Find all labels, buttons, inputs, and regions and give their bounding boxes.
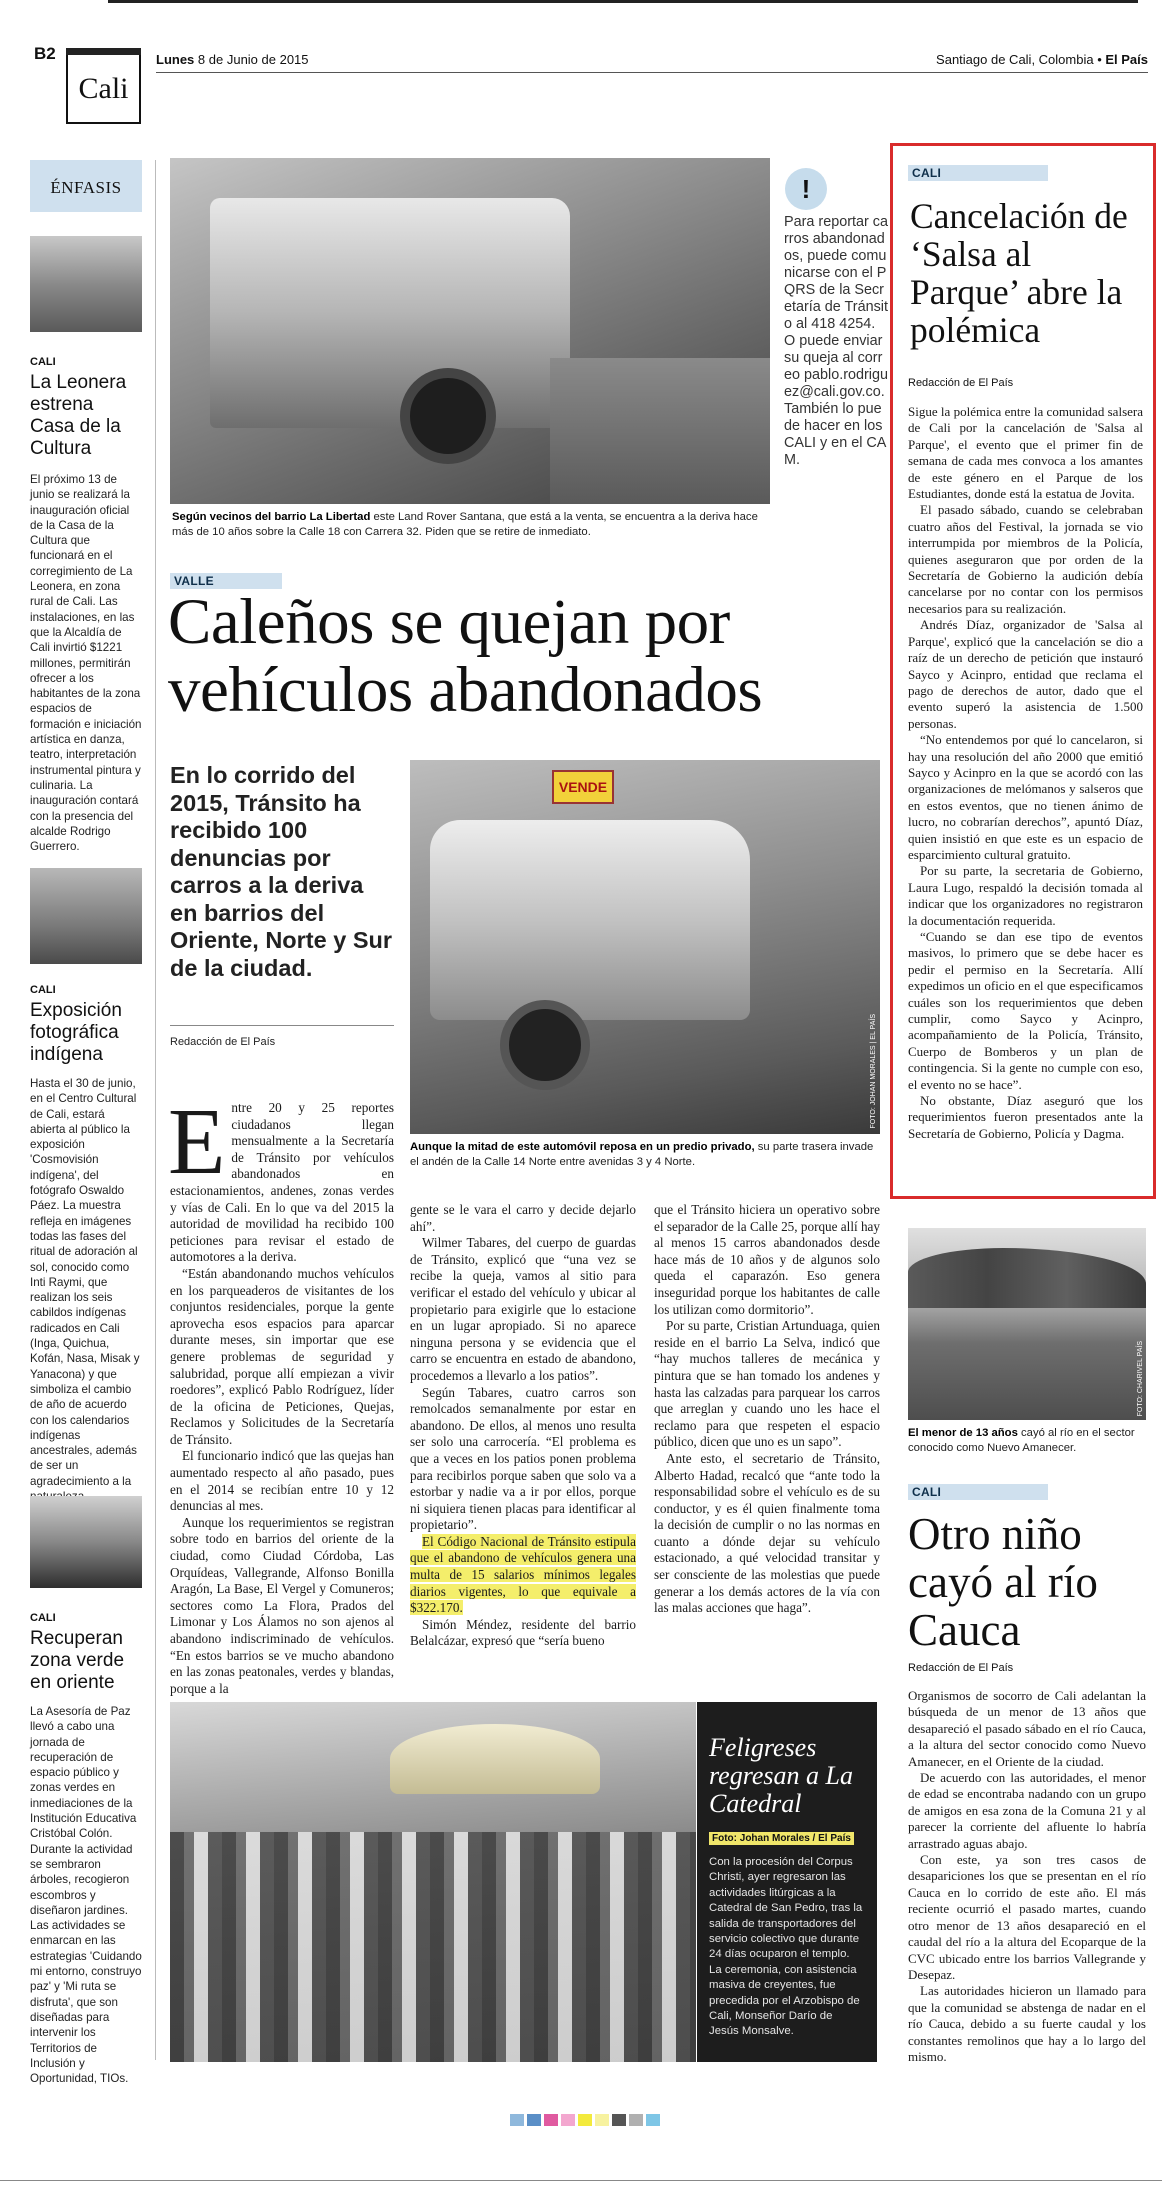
top-trim-line bbox=[108, 0, 1138, 3]
car-wheel-shape bbox=[500, 1000, 590, 1090]
trees-shape bbox=[908, 1248, 1146, 1308]
vende-sign bbox=[552, 770, 614, 804]
location-text: Santiago de Cali, Colombia • bbox=[936, 52, 1106, 67]
main-deck: En lo corrido del 2015, Tránsito ha recibido 100 denuncias por carros a la deriva en barrios del Oriente, Norte y Sur de la ciudad. bbox=[170, 762, 392, 981]
sidebar bbox=[30, 160, 142, 212]
vehicle-shape bbox=[210, 198, 570, 428]
sidebar-item-body: La Asesoría de Paz llevó a cabo una jornada de recuperación de espacio público y zonas verdes en inmediaciones de la Institución Educativa Cristóbal Colón. Durante la actividad se sembraron árboles, recogieron escombros y diseñaron jardines. Las actividades se enmarcan en las estrategias 'Cuidando mi entorno, construyo paz' y 'Mi ruta se disfruta', que son diseñadas para intervenir los Territorios de Inclusión y Oportunidad, TIOs. bbox=[30, 1705, 142, 2086]
canopy-shape bbox=[390, 1724, 600, 1794]
masthead-date bbox=[156, 52, 309, 67]
caption-bold: El menor de 13 años bbox=[908, 1427, 1018, 1439]
lead-paragraph: ntre 20 y 25 reportes ciudadanos llegan mensualmente a la Secretaría de Tránsito por vehículos abandonados en estacionamientos, andenes, zonas verdes y vías de Cali. En lo que va del 2015 la autoridad de movilidad ha recibido 100 peticiones para revisar el estado de automotores a la deriva. bbox=[170, 1100, 394, 1265]
feature-box bbox=[697, 1702, 877, 2062]
sidebar-item-body: El próximo 13 de junio se realizará la inauguración oficial de la Casa de la Cultura que funcionará en el corregimiento de La Leonera, en zona rural de Cali. Las instalaciones, en las que la Alcaldía de Cali invirtió $1221 millones, permitirán ofrecer a los habitantes de la zona espacios de formación e iniciación artística en danza, teatro, interpretación instrumental pintura y culinaria. La inauguración contará con la presencia del alcalde Rodrigo Guerrero. bbox=[30, 473, 142, 854]
sidebar-item-tag: CALI bbox=[30, 356, 56, 368]
body-paragraph: Con este, ya son tres casos de desapariciones los que se presentan en el río Cauca en lo corrido de este año. El más reciente ocurrió el pasado martes, cuando otro menor de 13 años desapareció en el caudal del río a la altura del Ecoparque de la CVC ubicado entre los barrios Vallegrande y Desepaz. bbox=[908, 1852, 1146, 1982]
color-swatch bbox=[629, 2114, 643, 2126]
body-paragraph: De acuerdo con las autoridades, el menor de edad se encontraba nadando con un grupo de amigos en esa zona de la Comuna 21 y al parecer la corriente del afluente lo habría arrastrado aguas abajo. bbox=[908, 1770, 1146, 1851]
body-paragraph: “Cuando se dan ese tipo de eventos masivos, lo primero que se debe hacer es pedir el permiso en la Secretaría. Allí expedimos un oficio en el que especificamos cuáles son los requerimientos que deben cumplir, como Sayco y Acinpro, acompañamiento de la Policía, Tránsito, Cuerpo de Bomberos y un plan de contingencia. Si la gente no cumple con eso, el evento no se hace”. bbox=[908, 929, 1143, 1092]
sidebar-item-body: Hasta el 30 de junio, en el Centro Cultural de Cali, estará abierta al público la exposición 'Cosmovisión indígena', del fotógrafo Oswaldo Páez. La muestra refleja en imágenes todas las fases del ritual de adoración al sol, conocido como Inti Raymi, que realizan los seis cabildos indígenas radicados en Cali (Inga, Quichua, Kofán, Nasa, Misak y Yanacona) y que simboliza el cambio de año de acuerdo con los calendarios indígenas ancestrales, además de ser un agradecimiento a la bbox=[30, 1077, 140, 1488]
color-swatch bbox=[578, 2114, 592, 2126]
feature-title: Feligreses regresan a La Catedral bbox=[709, 1733, 853, 1818]
sidebar-item-title: Recuperan zona verde en oriente bbox=[30, 1628, 125, 1693]
body-paragraph: El funcionario indicó que las quejas han aumentado respecto al año pasado, pues en el 2014 se recibían entre 10 y 12 denuncias al mes. bbox=[170, 1448, 394, 1514]
masthead-location bbox=[936, 52, 1148, 67]
caption-rest: su parte trasera invade el andén de la Calle 14 Norte entre avenidas 3 y 4 Norte. bbox=[410, 1141, 874, 1168]
caption-rest: cayó al río en el sector conocido como Nuevo Amanecer. bbox=[908, 1427, 1135, 1454]
body-paragraph: “No entendemos por qué lo cancelaron, si hay una resolución del año 2000 que emitió Sayco y Acinpro en la que se acordó con las organizaciones de melómanos y salseros que en estos eventos, que no tienen ánimo de lucro, no cobrarían derechos”, apuntó Díaz, quien insistió en que este es un espacio de esparcimiento cultural gratuito. bbox=[908, 732, 1143, 862]
info-box-text: Para reportar carros abandonados, puede comunicarse con el PQRS de la Secretaría de Tránsito al 418 4254. O puede enviar su queja al correo pablo.rodriguez@cali.gov.co. También lo puede hacer en los CALI y en el CAM. bbox=[784, 214, 889, 468]
bottom-rule bbox=[0, 2180, 1162, 2181]
sidebar-item-title: Exposición fotográfica indígena bbox=[30, 1000, 122, 1065]
sidebar-item-2 bbox=[30, 984, 142, 1504]
car-cover-shape bbox=[430, 820, 750, 1020]
sidebar-photo-3 bbox=[30, 1496, 142, 1588]
river-byline: Redacción de El País bbox=[908, 1662, 1014, 1674]
color-swatch bbox=[561, 2114, 575, 2126]
main-byline: Redacción de El País bbox=[170, 1036, 276, 1048]
caption-bold: Según vecinos del barrio La Libertad bbox=[172, 511, 371, 523]
right-headline: Cancelación de ‘Salsa al Parque’ abre la polémica bbox=[910, 196, 1128, 350]
main-body-col2 bbox=[410, 1202, 636, 1650]
second-photo-credit: FOTO: JOHAN MORALES | EL PAÍS bbox=[870, 1013, 877, 1128]
masthead-rule bbox=[156, 72, 1148, 73]
body-paragraph: Aunque los requerimientos se registran sobre todo en barrios del oriente de la ciudad, como Ciudad Córdoba, Las Orquídeas, Vallegrande, Alfonso Bonilla Aragón, La Base, El Vergel y Comuneros; sectores como La Flora, Prados del Limonar y Los Álamos no son ajenos al abandono indiscriminado de vehículos. “En estos barrios se ve mucho abandono en las zonas peatonales, verdes y blandas, porque a la bbox=[170, 1514, 394, 1696]
caption-rest: este Land Rover Santana, que está a la venta, se encuentra a la deriva hace más de 10 años sobre la Calle 18 con Carrera 32. Piden que se retire de inmediato. bbox=[172, 511, 758, 538]
section-name: Cali bbox=[78, 72, 129, 105]
river-photo-credit: FOTO: CHARIVEL PAÍS bbox=[1137, 1340, 1144, 1416]
sidebar-item-tag: CALI bbox=[30, 984, 56, 996]
drop-cap-lead bbox=[168, 1090, 394, 1266]
body-paragraph: Las autoridades hicieron un llamado para que la comunidad se abstenga de nadar en el río Cauca, debido a su fuerte caudal y los constantes remolinos que hay a lo largo del mismo. bbox=[908, 1983, 1146, 2064]
color-swatch bbox=[612, 2114, 626, 2126]
right-story bbox=[908, 162, 1143, 1142]
river-story bbox=[908, 1481, 1146, 2065]
body-paragraph: que el Tránsito hiciera un operativo sobre el separador de la Calle 25, porque allí hay al menos 15 carros abandonados desde hace más de 10 años y de algunos solo queda el caparazón. Eso genera inseguridad porque los habitantes de calle los utilizan como dormitorio”. bbox=[654, 1202, 880, 1317]
section-logo bbox=[66, 52, 141, 124]
main-body-col3 bbox=[654, 1202, 880, 1617]
color-swatch bbox=[527, 2114, 541, 2126]
street-shape bbox=[550, 358, 770, 504]
sidebar-photo-1 bbox=[30, 236, 142, 332]
date-day: Lunes bbox=[156, 52, 195, 67]
river-headline: Otro niño cayó al río Cauca bbox=[908, 1509, 1098, 1655]
body-paragraph: “Están abandonando muchos vehículos en los parqueaderos de visitantes de los conjuntos residenciales, porque la gente aprovecha esos espacios para aparcar durante meses, sin importar que ese genere problemas de seguridad y salubridad, porque allí empiezan a vivir roedores”, explicó Pablo Rodríguez, líder de la oficina de Peticiones, Quejas, Reclamos y Solicitudes de la Secretaría de Tránsito. bbox=[170, 1265, 394, 1447]
caption-bold: Aunque la mitad de este automóvil reposa en un predio privado, bbox=[410, 1141, 755, 1153]
feature-body: Con la procesión del Corpus Christi, ayer regresaron las actividades litúrgicas a la Catedral de San Pedro, tras la salida de transportadores del servicio colectivo que durante 24 días ocuparon el templo. La ceremonia, con asistencia masiva de creyentes, fue precedida por el Arzobispo de Cali, Monseñor Darío de Jesús Monsalve. bbox=[709, 1856, 863, 2038]
color-swatch bbox=[646, 2114, 660, 2126]
sidebar-divider bbox=[155, 160, 156, 2060]
color-bar bbox=[510, 2114, 660, 2126]
body-paragraph: Por su parte, la secretaria de Gobierno, Laura Lugo, respaldó la decisión tomada al indicar que los organizadores no registraron la documentación requerida. bbox=[908, 863, 1143, 928]
main-body-col1 bbox=[168, 1090, 394, 1697]
feature-photo bbox=[170, 1702, 696, 2062]
highlighted-paragraph bbox=[410, 1534, 636, 1617]
body-paragraph: El pasado sábado, cuando se celebraban cuatro años del Festival, la jornada se vio interrumpida por miembros de la Policía, quienes aseguraron que por orden de la Secretaría de Gobierno la audición debía cancelarse por no contar con los permisos necesarios para su realización. bbox=[908, 502, 1143, 616]
body-paragraph: Ante esto, el secretario de Tránsito, Alberto Hadad, recalcó que “ante todo la responsabilidad sobre el vehículo es de su conductor, y es él quien finalmente toma la decisión de cumplir o no las normas en cuanto a dónde dejar su vehículo estacionado, a qué velocidad transitar y ser consciente de las molestias que puede generar a los demás actores de la vía con las malas acciones que haga”. bbox=[654, 1450, 880, 1616]
color-swatch bbox=[595, 2114, 609, 2126]
sidebar-photo-2 bbox=[30, 868, 142, 964]
main-headline: Caleños se quejan por vehículos abandonados bbox=[168, 586, 763, 726]
body-paragraph: No obstante, Díaz aseguró que los requerimientos fueron presentados ante la Secretaría de Gobierno, Policía y Dagma. bbox=[908, 1093, 1143, 1141]
river-photo bbox=[908, 1228, 1146, 1420]
color-swatch bbox=[510, 2114, 524, 2126]
second-photo-caption bbox=[410, 1140, 880, 1170]
river-body bbox=[908, 1688, 1146, 2065]
color-swatch bbox=[544, 2114, 558, 2126]
river-photo-caption bbox=[908, 1426, 1146, 1456]
body-paragraph: Wilmer Tabares, del cuerpo de guardas de Tránsito, explicó que “una vez se recibe la queja, vamos al sitio para verificar el estado del vehículo y ubicar al propietario para exigirle que lo estacione en un lugar apropiado. Si no aparece ninguna persona y se evidencia que el carro se encuentra en estado de abandono, procedemos a llevarlo a los patios”. bbox=[410, 1235, 636, 1383]
vende-text: VENDE bbox=[558, 779, 608, 795]
deck-rule bbox=[170, 1025, 394, 1026]
top-photo-caption bbox=[172, 510, 772, 540]
highlighted-text: El Código Nacional de Tránsito estipula que el abandono de vehículos genera una multa de 15 salarios mínimos legales diarios vigentes, lo que equivale a $322.170. bbox=[410, 1533, 636, 1616]
feature-credit: Foto: Johan Morales / El País bbox=[709, 1832, 854, 1845]
tag-label: CALI bbox=[908, 1484, 1048, 1500]
drop-cap: E bbox=[168, 1090, 226, 1194]
sidebar-item-title: La Leonera estrena Casa de la Cultura bbox=[30, 372, 127, 459]
alert-icon: ! bbox=[801, 173, 811, 204]
info-icon bbox=[785, 168, 827, 210]
body-paragraph: Por su parte, Cristian Artunduaga, quien reside en el barrio La Selva, indicó que “hay muchos talleres de mecánica y pintura que se han tomado los andenes y hasta las calzadas para parquear los carros que arreglan y cuando uno les hace el reclamo para que respeten el espacio público, dicen que uno es un sapo”. bbox=[654, 1318, 880, 1450]
body-paragraph: Organismos de socorro de Cali adelantan la búsqueda de un menor de 13 años que desapareció el pasado sábado en el río Cauca, a la altura del sector conocido como Nuevo Amanecer, en el Oriente de la ciudad. bbox=[908, 1688, 1146, 1769]
date-rest: 8 de Junio de 2015 bbox=[197, 52, 309, 67]
top-photo bbox=[170, 158, 770, 504]
body-paragraph: Según Tabares, cuatro carros son remolcados semanalmente por estar en abandono. De ellos, al menos uno resulta ser solo una carrocería. “El problema es que a veces en los patios ponen problema para recibirlos porque saben que solo va a estorbar y nadie va a ir por ellos, porque ni siquiera tienen placas para identificar al propietario”. bbox=[410, 1384, 636, 1533]
tag-label: CALI bbox=[908, 165, 1048, 181]
sidebar-item-tag: CALI bbox=[30, 1612, 56, 1624]
crowd-shape bbox=[170, 1832, 696, 2062]
right-body bbox=[908, 404, 1143, 1142]
paper-name: El País bbox=[1105, 52, 1148, 67]
right-byline: Redacción de El País bbox=[908, 377, 1014, 389]
page-number: B2 bbox=[34, 44, 56, 63]
sidebar-item-3 bbox=[30, 1612, 142, 2086]
body-paragraph: gente se le vara el carro y decide dejarlo ahí”. bbox=[410, 1202, 636, 1234]
tag-label: VALLE bbox=[170, 573, 282, 589]
body-paragraph: Andrés Díaz, organizador de 'Salsa al Parque', explicó que la cancelación se dio a raíz de un derecho de petición que instauró Sayco y Acinpro, entidad que reclama el pago de derechos de autor, dado que el evento superó la asistencia de 1.500 personas. bbox=[908, 617, 1143, 731]
wheel-shape bbox=[400, 368, 496, 464]
body-paragraph: Simón Méndez, residente del barrio Belalcázar, expresó que “sería bueno bbox=[410, 1616, 636, 1649]
second-photo bbox=[410, 760, 880, 1134]
sidebar-label: ÉNFASIS bbox=[30, 160, 142, 212]
sidebar-item-1 bbox=[30, 356, 142, 854]
section-logo-bar bbox=[66, 48, 141, 55]
body-paragraph: Sigue la polémica entre la comunidad salsera de Cali por la cancelación de 'Salsa al Parque', el evento que el primer fin de semana de cada mes convoca a los amantes de este género en el Parque de los Estudiantes, donde está la estatua de Jovita. bbox=[908, 404, 1143, 502]
